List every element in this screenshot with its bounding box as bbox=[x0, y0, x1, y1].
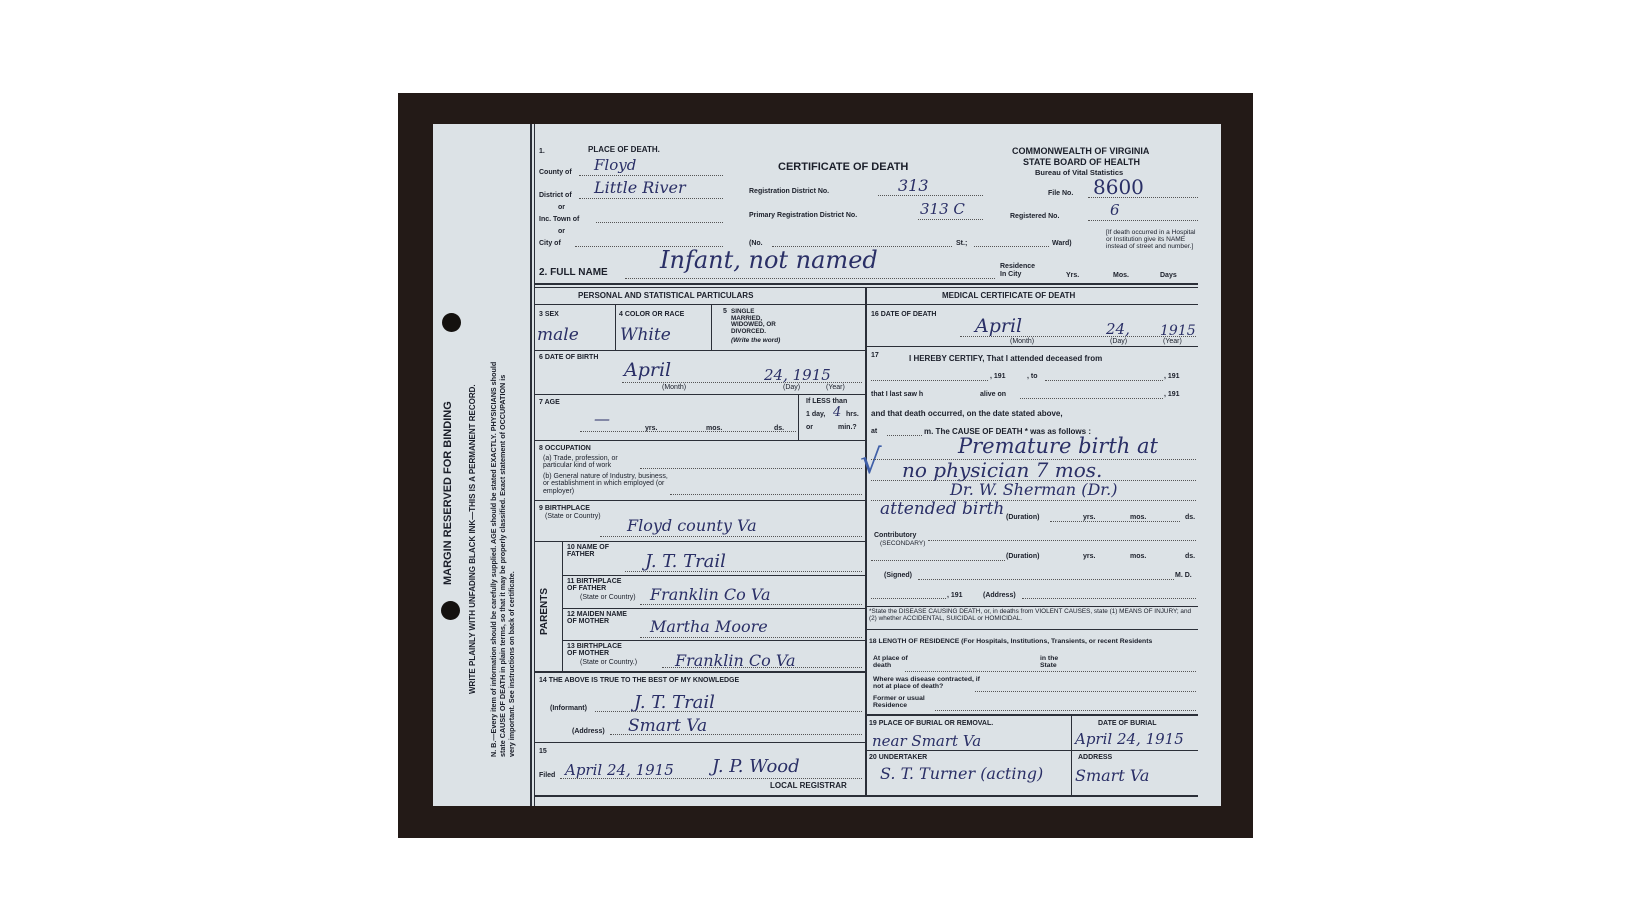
dod-year-caption: (Year) bbox=[1163, 338, 1182, 345]
file-no-value: 8600 bbox=[1093, 175, 1144, 199]
dod-day-caption: (Day) bbox=[1110, 338, 1128, 345]
reg-district-value: 313 bbox=[898, 176, 929, 195]
if-less-than: If LESS than bbox=[806, 398, 848, 405]
duration-yrs-2: yrs. bbox=[1083, 553, 1096, 560]
signed-date-line bbox=[871, 598, 946, 599]
marital-write: (Write the word) bbox=[731, 337, 781, 344]
residence-label: Residence bbox=[1000, 263, 1036, 270]
age-mos: mos. bbox=[706, 425, 723, 432]
dob-month: April bbox=[624, 359, 672, 381]
dod-month: April bbox=[975, 315, 1023, 337]
dod-label: 16 DATE OF DEATH bbox=[871, 311, 937, 318]
nb-text-line3: very important. See instructions on back of certificate. bbox=[507, 571, 516, 757]
dob-line bbox=[622, 382, 862, 383]
duration-ds-2: ds. bbox=[1185, 553, 1196, 560]
mother-bp-sub: (State or Country.) bbox=[580, 659, 638, 666]
district-label: District of bbox=[539, 192, 572, 199]
form-left-border bbox=[530, 124, 532, 806]
last-saw-label: that I last saw h bbox=[871, 391, 924, 398]
ward-label: Ward) bbox=[1052, 240, 1072, 247]
occupation-a-line bbox=[640, 468, 862, 469]
row13-border bbox=[534, 671, 865, 673]
row17-border bbox=[865, 606, 1198, 607]
secondary-label: (SECONDARY) bbox=[880, 540, 926, 547]
dob-month-caption: (Month) bbox=[662, 384, 687, 391]
marital-number: 5 bbox=[723, 308, 727, 315]
commonwealth-heading: COMMONWEALTH OF VIRGINIA bbox=[1012, 146, 1150, 156]
informant-label: (Informant) bbox=[550, 705, 587, 712]
md-label: M. D. bbox=[1175, 572, 1192, 579]
section-heading-border bbox=[534, 304, 1198, 305]
duration-line-2 bbox=[871, 560, 1005, 561]
age-line bbox=[580, 431, 796, 432]
dod-day: 24, bbox=[1106, 320, 1130, 338]
cause-line-4: attended birth bbox=[880, 499, 1005, 519]
hospital-note: [If death occurred in a Hospital or Institution give its NAME instead of street and number.] bbox=[1106, 229, 1196, 250]
city-label: City of bbox=[539, 240, 561, 247]
mother-bp-line bbox=[662, 667, 862, 668]
row18-border bbox=[865, 714, 1198, 716]
margin-reserved-text: MARGIN RESERVED FOR BINDING bbox=[442, 401, 454, 585]
filed-label: Filed bbox=[539, 772, 556, 779]
personal-heading: PERSONAL AND STATISTICAL PARTICULARS bbox=[578, 291, 754, 300]
mother-name-border bbox=[562, 640, 865, 641]
mother-name-value: Martha Moore bbox=[650, 617, 768, 636]
to-label: , to bbox=[1027, 373, 1038, 380]
district-line bbox=[579, 198, 723, 199]
row7-border bbox=[534, 440, 865, 441]
street-no-label: (No. bbox=[749, 240, 763, 247]
one-day: 1 day, bbox=[806, 411, 826, 418]
dob-label: 6 DATE OF BIRTH bbox=[539, 354, 599, 361]
at-place-label: At place of death bbox=[873, 655, 908, 670]
certify-number: 17 bbox=[871, 352, 879, 359]
dob-day-year: 24, 1915 bbox=[764, 366, 831, 384]
filed-value: April 24, 1915 bbox=[565, 761, 674, 779]
board-heading: STATE BOARD OF HEALTH bbox=[1023, 157, 1140, 167]
signed-label: (Signed) bbox=[884, 572, 912, 579]
residence-length-line bbox=[905, 671, 1196, 672]
or-text-1: or bbox=[558, 204, 565, 211]
duration-label-1: (Duration) bbox=[1006, 514, 1040, 521]
true-statement: 14 THE ABOVE IS TRUE TO THE BEST OF MY KNOWLEDGE bbox=[539, 677, 740, 684]
birthplace-line bbox=[600, 536, 862, 537]
street-label: St.; bbox=[956, 240, 968, 247]
mother-name-line bbox=[640, 637, 862, 638]
or-text-2: or bbox=[558, 228, 565, 235]
sex-divider bbox=[615, 304, 616, 350]
father-name-value: J. T. Trail bbox=[645, 551, 726, 572]
birthplace-label: 9 BIRTHPLACE bbox=[539, 505, 590, 512]
former-residence-line bbox=[935, 710, 1196, 711]
reg-district-line bbox=[878, 195, 983, 196]
occupation-label: 8 OCCUPATION bbox=[539, 445, 591, 452]
row19-border bbox=[865, 750, 1198, 751]
row6-border bbox=[534, 394, 865, 395]
row16-border bbox=[865, 346, 1198, 347]
signed-line bbox=[918, 579, 1174, 580]
address-value: Smart Va bbox=[628, 716, 708, 736]
binding-hole-top bbox=[442, 313, 461, 332]
full-name-bottom-border-2 bbox=[534, 287, 1198, 288]
cause-line-1: Premature birth at bbox=[958, 434, 1158, 458]
father-bp-value: Franklin Co Va bbox=[650, 585, 771, 604]
bureau-heading: Bureau of Vital Statistics bbox=[1035, 168, 1124, 177]
informant-line bbox=[595, 711, 862, 712]
row9-border bbox=[534, 541, 865, 542]
duration-label-2: (Duration) bbox=[1006, 553, 1040, 560]
marital-label: SINGLE MARRIED, WIDOWED, OR DIVORCED. bbox=[731, 308, 776, 335]
signed-address-label: (Address) bbox=[983, 592, 1016, 599]
full-name-line bbox=[625, 278, 995, 279]
dod-month-caption: (Month) bbox=[1010, 338, 1035, 345]
color-divider bbox=[711, 304, 712, 350]
check-mark: √ bbox=[860, 442, 882, 482]
county-value: Floyd bbox=[594, 156, 637, 174]
form-left-border-inner bbox=[534, 124, 535, 806]
county-label: County of bbox=[539, 169, 572, 176]
in-the-state-label: in the State bbox=[1040, 655, 1059, 670]
primary-reg-label: Primary Registration District No. bbox=[749, 212, 858, 219]
primary-reg-line bbox=[918, 219, 983, 220]
contracted-label: Where was disease contracted, if not at place of death? bbox=[873, 676, 980, 691]
year-191-a: , 191 bbox=[990, 373, 1006, 380]
address-line bbox=[610, 734, 862, 735]
file-no-label: File No. bbox=[1048, 190, 1074, 197]
undertaker-label: 20 UNDERTAKER bbox=[869, 754, 928, 761]
birthplace-value: Floyd county Va bbox=[627, 516, 757, 535]
attended-to-line bbox=[1045, 380, 1163, 381]
dod-line bbox=[960, 336, 1196, 337]
duration-mos-2: mos. bbox=[1130, 553, 1147, 560]
former-residence-label: Former or usual Residence bbox=[873, 695, 925, 710]
row3-border bbox=[534, 350, 865, 351]
at-label: at bbox=[871, 428, 878, 435]
registered-no-line bbox=[1088, 220, 1198, 221]
nb-text-line2: state CAUSE OF DEATH in plain terms, so that it may be properly classified. Exact statement of OCCUPATION is bbox=[498, 374, 507, 757]
row14-border bbox=[534, 742, 865, 743]
district-value: Little River bbox=[594, 178, 686, 197]
undertaker-address-value: Smart Va bbox=[1075, 766, 1150, 785]
mother-name-label: 12 MAIDEN NAME OF MOTHER bbox=[567, 611, 627, 626]
occupation-a: (a) Trade, profession, or particular kind of work bbox=[543, 455, 618, 470]
or-min: or bbox=[806, 424, 813, 431]
sex-value: male bbox=[537, 325, 579, 345]
undertaker-value: S. T. Turner (acting) bbox=[880, 764, 1044, 783]
duration-line-1 bbox=[1050, 521, 1180, 522]
undertaker-address-label: ADDRESS bbox=[1078, 754, 1113, 761]
hrs-label: hrs. bbox=[846, 411, 859, 418]
address-label: (Address) bbox=[572, 728, 605, 735]
hrs-value: 4 bbox=[833, 405, 842, 420]
primary-reg-value: 313 C bbox=[920, 200, 965, 218]
registrar-value: J. P. Wood bbox=[712, 756, 800, 777]
sex-label: 3 SEX bbox=[539, 311, 559, 318]
duration-ds-1: ds. bbox=[1185, 514, 1196, 521]
cause-line-3: Dr. W. Sherman (Dr.) bbox=[950, 480, 1118, 499]
medical-heading: MEDICAL CERTIFICATE OF DEATH bbox=[942, 291, 1076, 300]
inc-town-line bbox=[596, 222, 723, 223]
burial-divider bbox=[1071, 714, 1072, 796]
residence-length-label: 18 LENGTH OF RESIDENCE (For Hospitals, Institutions, Transients, or recent Residents bbox=[869, 638, 1153, 645]
age-yrs: yrs. bbox=[645, 425, 658, 432]
cause-line-2: no physician 7 mos. bbox=[902, 458, 1103, 482]
write-plainly-text: WRITE PLAINLY WITH UNFADING BLACK INK—THIS IS A PERMANENT RECORD. bbox=[468, 384, 477, 694]
cause-of-death-label: m. The CAUSE OF DEATH * was as follows : bbox=[924, 427, 1091, 436]
column-divider bbox=[865, 287, 867, 796]
alive-on-label: alive on bbox=[980, 391, 1007, 398]
registered-no-label: Registered No. bbox=[1010, 213, 1060, 220]
contributory-label: Contributory bbox=[874, 532, 917, 539]
birthplace-sub: (State or Country) bbox=[545, 513, 601, 520]
full-name-label: 2. FULL NAME bbox=[539, 267, 608, 278]
date-burial-label: DATE OF BURIAL bbox=[1098, 720, 1157, 727]
color-label: 4 COLOR OR RACE bbox=[619, 311, 685, 318]
full-name-bottom-border bbox=[534, 283, 1198, 285]
contributory-line bbox=[928, 540, 1196, 541]
father-bp-label: 11 BIRTHPLACE OF FATHER bbox=[567, 578, 622, 593]
residence-yrs: Yrs. bbox=[1066, 272, 1080, 279]
footnote-border bbox=[865, 629, 1198, 630]
certify-text: I HEREBY CERTIFY, That I attended deceased from bbox=[909, 354, 1103, 363]
father-bp-sub: (State or Country) bbox=[580, 594, 636, 601]
dob-year-caption: (Year) bbox=[826, 384, 845, 391]
signed-address-line bbox=[1022, 598, 1196, 599]
parents-label: PARENTS bbox=[539, 587, 550, 635]
parents-divider bbox=[562, 541, 563, 671]
date-burial-value: April 24, 1915 bbox=[1075, 730, 1184, 748]
filed-line bbox=[560, 778, 862, 779]
row8-border bbox=[534, 500, 865, 501]
dob-day-caption: (Day) bbox=[783, 384, 801, 391]
father-bp-border bbox=[562, 608, 865, 609]
year-191-b: , 191 bbox=[1164, 373, 1180, 380]
min-label: min.? bbox=[838, 424, 857, 431]
contracted-line bbox=[975, 691, 1196, 692]
filed-number: 15 bbox=[539, 748, 547, 755]
ward-line bbox=[974, 246, 1049, 247]
alive-on-line bbox=[1020, 398, 1163, 399]
county-line bbox=[579, 175, 723, 176]
attended-from-line bbox=[871, 380, 988, 381]
dod-year: 1915 bbox=[1160, 323, 1196, 339]
place-of-death-heading: PLACE OF DEATH. bbox=[588, 145, 660, 154]
burial-label: 19 PLACE OF BURIAL OR REMOVAL. bbox=[869, 720, 994, 727]
reg-district-label: Registration District No. bbox=[749, 188, 830, 195]
place-of-death-number: 1. bbox=[539, 148, 545, 155]
duration-mos-1: mos. bbox=[1130, 514, 1147, 521]
residence-mos: Mos. bbox=[1113, 272, 1129, 279]
occupation-b-line bbox=[670, 494, 862, 495]
year-191-c: , 191 bbox=[1164, 391, 1180, 398]
cause-footnote: *State the DISEASE CAUSING DEATH, or, in deaths from VIOLENT CAUSES, state (1) MEANS OF INJURY; and (2) whether ACCIDENTAL, SUICIDAL or HOMICIDAL. bbox=[869, 608, 1192, 622]
duration-yrs-1: yrs. bbox=[1083, 514, 1096, 521]
in-city-label: In City bbox=[1000, 271, 1022, 278]
father-bp-line bbox=[640, 604, 862, 605]
binding-hole-bottom bbox=[441, 601, 460, 620]
informant-value: J. T. Trail bbox=[634, 692, 715, 713]
form-bottom-border bbox=[534, 795, 1198, 797]
father-name-border bbox=[562, 575, 865, 576]
death-occurred-text: and that death occurred, on the date stated above, bbox=[871, 409, 1063, 418]
age-divider bbox=[798, 394, 799, 440]
full-name-value: Infant, not named bbox=[660, 246, 878, 274]
father-name-label: 10 NAME OF FATHER bbox=[567, 544, 610, 559]
at-time-line bbox=[887, 435, 922, 436]
occupation-b: (b) General nature of Industry, business, or establishment in which employed (or employer) bbox=[543, 473, 668, 495]
inc-town-label: Inc. Town of bbox=[539, 216, 580, 223]
nb-text-line1: N. B.—Every item of information should be carefully supplied. AGE should be stated EXACTLY. PHYSICIANS should bbox=[489, 361, 498, 757]
mother-bp-label: 13 BIRTHPLACE OF MOTHER bbox=[567, 643, 622, 658]
age-ds: ds. bbox=[774, 425, 785, 432]
certificate-title: CERTIFICATE OF DEATH bbox=[778, 161, 909, 173]
registrar-label: LOCAL REGISTRAR bbox=[770, 781, 847, 790]
year-191-d: , 191 bbox=[947, 592, 963, 599]
color-value: White bbox=[620, 325, 671, 345]
father-name-line bbox=[625, 571, 862, 572]
mother-bp-value: Franklin Co Va bbox=[675, 651, 796, 670]
age-yrs-mark: — bbox=[594, 409, 610, 428]
residence-days: Days bbox=[1160, 272, 1177, 279]
age-label: 7 AGE bbox=[539, 399, 560, 406]
registered-no-value: 6 bbox=[1110, 201, 1120, 219]
burial-value: near Smart Va bbox=[872, 732, 982, 750]
